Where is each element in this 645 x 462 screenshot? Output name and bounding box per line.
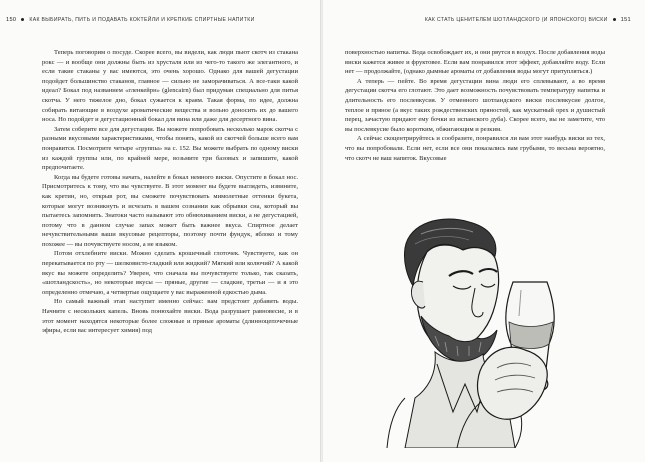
left-body-text [42, 48, 298, 336]
left-page [0, 0, 321, 462]
paragraph: Теперь поговорим о посуде. Скорее всего, вы видели, как люди пьют скотч из стакана рокс — и вообще они должны быть из хрусталя или из чего-то такого же элегантного, и если такие стаканы у вас имеются, это очень хорошо. Однако для вашей дегустации подойдет большинство стаканов, главное — сильно не заморачиваться. А все-таки какой идеал? Бокал под названием «гленкейрн» (glencairn) был придуман специально для питья скотча. У него тяжелое дно, бокал сужается к краям. Такая форма, по идее, должна собирать витающие в воздухе ароматические вещества и вольно доносить их до вашего носа. Но подойдет и дегустационный бокал для вина или даже для десертного вина. [42, 49, 298, 124]
running-head-text: КАК СТАТЬ ЦЕНИТЕЛЕМ ШОТЛАНДСКОГО (И ЯПОНСКОГО) ВИСКИ [424, 17, 608, 23]
paragraph: поверхностью напитка. Вода освобождает их, и они рвутся в воздух. После добавления воды виски кажется живее и фруктовее. Если вам понравился этот эффект, добавляйте воду. Если нет — продолжайте, (однако дымные ароматы от добавления воды могут притупляться.) [345, 49, 605, 76]
right-body-text [345, 48, 605, 163]
paragraph: А теперь — пейте. Во время дегустации вина люди его сплевывают, а во время дегустации скотча его глотают. Это дает возможность почувствовать температуру напитка и длительность его послевкусия. У отменного шотландского виски послевкусие долгое, теплое и пряное (а вкус таких рождественских пряностей, как мускатный орех и душистый перец, зачастую придают ему бочки из испанского дуба). Скорее всего, вы не заметите, что вы послевкусие было коротким, обжигающим и резким. [345, 77, 605, 133]
separator-dot-icon [613, 18, 616, 21]
page-number: 151 [620, 17, 631, 23]
paragraph: Затем соберите все для дегустации. Вы можете попробовать несколько марок скотча с разными вкусовыми характеристиками, чтобы понять, какой из скотчей больше всего вам понравится. Посмотрите четыре «группы» на с. 152. Вы можете выбрать по одному виски из каждой группы или, по крайней мере, возьмите три базовых и запишите, какой предпочитаете. [42, 125, 298, 172]
left-running-head [6, 17, 255, 23]
right-page [323, 0, 645, 462]
paragraph: Когда вы будете готовы начать, налейте в бокал немного виски. Опустите в бокал нос. Присмотритесь к тому, что вы чувствуете. В этот момент вы будете выглядеть, извините, как кретин, но, открыв рот, вы сможете почувствовать мимолетные оттенки букета, которые могут возникнуть и исчезать в вашем сознании как обрывки сна, который вы пытаетесь запомнить. Знатоки часто называют это обнюхиванием виски, а не дегустацией, потому что в данном случае запах может быть важнее вкуса. Спиртное делает нечувствительными ваши вкусовые рецепторы, поэтому почти фундук, яблоко и тому похожее — вы почувствуете носом, а не языком. [42, 173, 298, 248]
paragraph: Но самый важный этап наступит именно сейчас: вам предстоит добавить воды. Начните с нескольких капель. Вновь понюхайте виски. Вода разрушает равновесие, и в этот момент находятся некоторые более сложные и пряные ароматы (длинноцепочечные эфиры, если вас интересует химия) под [42, 298, 298, 335]
page-number: 150 [6, 17, 17, 23]
whisky-taster-illustration [365, 212, 595, 448]
running-head-text: КАК ВЫБИРАТЬ, ПИТЬ И ПОДАВАТЬ КОКТЕЙЛИ И КРЕПКИЕ СПИРТНЫЕ НАПИТКИ [29, 17, 255, 23]
paragraph: Потом отхлебните виски. Можно сделать крошечный глоточек. Чувствуете, как он перекатывается по рту — шелковисто-гладкий или жидкий? Мягкий или колючий? А какой вкус вы можете определить? Уверен, что сначала вы почувствуете только, так сказать, «шотландскость», но некоторые вкусы — пряные, другие — сладкие, третьи — и я это определенно отмечаю, а четвертые ощущаете у вас выраженной едкостью дыма. [42, 250, 298, 296]
paragraph: А сейчас скоцентрируйтесь и сообразите, понравился ли вам этот наибудь виски из тех, что вы попробовали. Если нет, если все они показались вам грубыми, то весьма вероятно, что скотч не ваш напиток. Вкусовые [345, 135, 605, 162]
right-running-head [425, 17, 631, 23]
separator-dot-icon [21, 18, 24, 21]
